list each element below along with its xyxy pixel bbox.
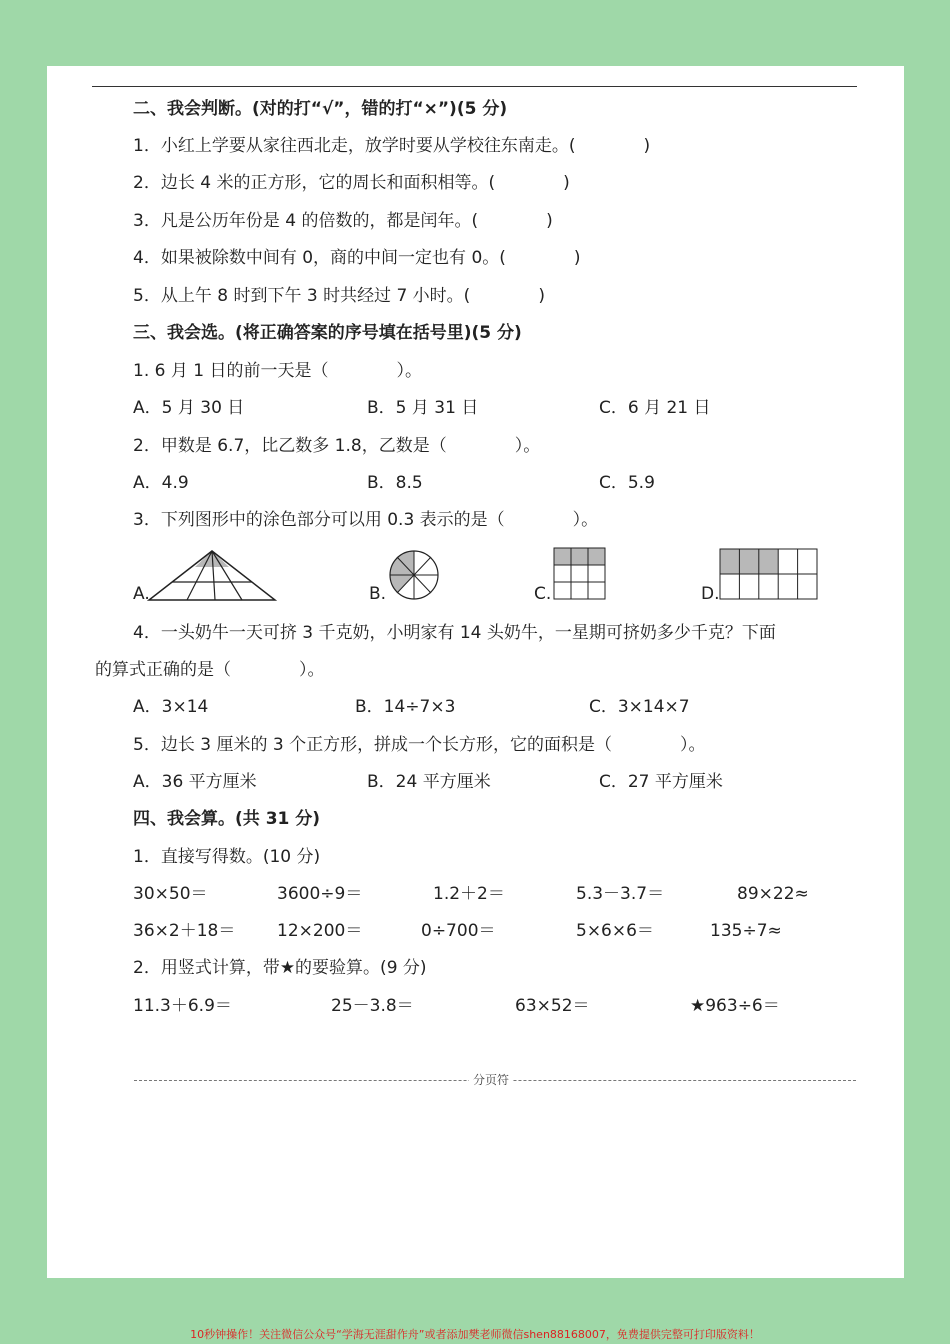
calc-r3-2: 25－3.8＝ bbox=[331, 996, 414, 1016]
s3-q2-option-c: C．5.9 bbox=[599, 473, 655, 493]
calc-r1-4: 5.3－3.7＝ bbox=[576, 884, 665, 904]
s2-item-4: 4．如果被除数中间有 0，商的中间一定也有 0。( ) bbox=[133, 248, 581, 268]
s3-q3-label-d: D. bbox=[701, 584, 720, 604]
s3-q3-label-a: A. bbox=[133, 584, 150, 604]
s3-q5-option-b: B．24 平方厘米 bbox=[367, 772, 491, 792]
s3-q3-label-b: B. bbox=[369, 584, 387, 604]
calc-r2-3: 0÷700＝ bbox=[421, 921, 496, 941]
s4-part1-label: 1．直接写得数。(10 分) bbox=[133, 847, 321, 867]
s3-q5-option-c: C．27 平方厘米 bbox=[599, 772, 723, 792]
s3-q4-stem-line2: 的算式正确的是（ ）。 bbox=[95, 660, 325, 680]
calc-r2-4: 5×6×6＝ bbox=[576, 921, 654, 941]
s3-q5-stem: 5．边长 3 厘米的 3 个正方形，拼成一个长方形，它的面积是（ ）。 bbox=[133, 735, 706, 755]
section2-title: 二、我会判断。(对的打“√”，错的打“×”)(5 分) bbox=[133, 99, 508, 119]
calc-r3-3: 63×52＝ bbox=[515, 996, 590, 1016]
calc-r2-1: 36×2＋18＝ bbox=[133, 921, 236, 941]
s3-q2-option-a: A．4.9 bbox=[133, 473, 189, 493]
calc-r1-2: 3600÷9＝ bbox=[277, 884, 363, 904]
page-break-label: 分页符 bbox=[469, 1071, 513, 1088]
s3-q4-option-c: C．3×14×7 bbox=[589, 697, 690, 717]
s3-q1-option-a: A．5 月 30 日 bbox=[133, 398, 245, 418]
s3-q3-label-c: C. bbox=[534, 584, 552, 604]
figure-b-circle bbox=[387, 548, 441, 602]
calc-r2-5: 135÷7≈ bbox=[710, 921, 782, 941]
s3-q4-option-a: A．3×14 bbox=[133, 697, 209, 717]
calc-r1-5: 89×22≈ bbox=[737, 884, 809, 904]
footer-promo: 10秒钟操作！关注微信公众号“学海无涯甜作舟”或者添加樊老师微信shen88168007，免费提供完整可打印版资料！ bbox=[190, 1328, 760, 1341]
s2-item-5: 5．从上午 8 时到下午 3 时共经过 7 小时。( ) bbox=[133, 286, 545, 306]
worksheet-page bbox=[47, 66, 904, 1278]
s2-item-2: 2．边长 4 米的正方形，它的周长和面积相等。( ) bbox=[133, 173, 570, 193]
s3-q4-stem-line1: 4．一头奶牛一天可挤 3 千克奶，小明家有 14 头奶牛，一星期可挤奶多少千克？下面 bbox=[133, 623, 776, 643]
s3-q3-stem: 3．下列图形中的涂色部分可以用 0.3 表示的是（ ）。 bbox=[133, 510, 599, 530]
figure-d-grid bbox=[719, 548, 819, 602]
s3-q2-stem: 2．甲数是 6.7，比乙数多 1.8，乙数是（ ）。 bbox=[133, 436, 541, 456]
s3-q5-option-a: A．36 平方厘米 bbox=[133, 772, 257, 792]
section3-title: 三、我会选。(将正确答案的序号填在括号里)(5 分) bbox=[133, 323, 522, 343]
s3-q1-option-c: C．6 月 21 日 bbox=[599, 398, 711, 418]
calc-r1-1: 30×50＝ bbox=[133, 884, 208, 904]
s2-item-3: 3．凡是公历年份是 4 的倍数的，都是闰年。( ) bbox=[133, 211, 553, 231]
calc-r3-4: ★963÷6＝ bbox=[690, 996, 780, 1016]
figure-a-triangle bbox=[147, 548, 277, 603]
s3-q1-stem: 1. 6 月 1 日的前一天是（ ）。 bbox=[133, 361, 422, 381]
section4-title: 四、我会算。(共 31 分) bbox=[133, 809, 321, 829]
s4-part2-label: 2．用竖式计算，带★的要验算。(9 分) bbox=[133, 958, 427, 978]
s3-q2-option-b: B．8.5 bbox=[367, 473, 423, 493]
calc-r3-1: 11.3＋6.9＝ bbox=[133, 996, 232, 1016]
s3-q1-option-b: B．5 月 31 日 bbox=[367, 398, 479, 418]
s3-q4-option-b: B．14÷7×3 bbox=[355, 697, 456, 717]
calc-r1-3: 1.2＋2＝ bbox=[433, 884, 505, 904]
figure-c-grid bbox=[553, 547, 607, 601]
calc-r2-2: 12×200＝ bbox=[277, 921, 363, 941]
s2-item-1: 1．小红上学要从家往西北走，放学时要从学校往东南走。( ) bbox=[133, 136, 651, 156]
top-rule bbox=[92, 86, 857, 87]
